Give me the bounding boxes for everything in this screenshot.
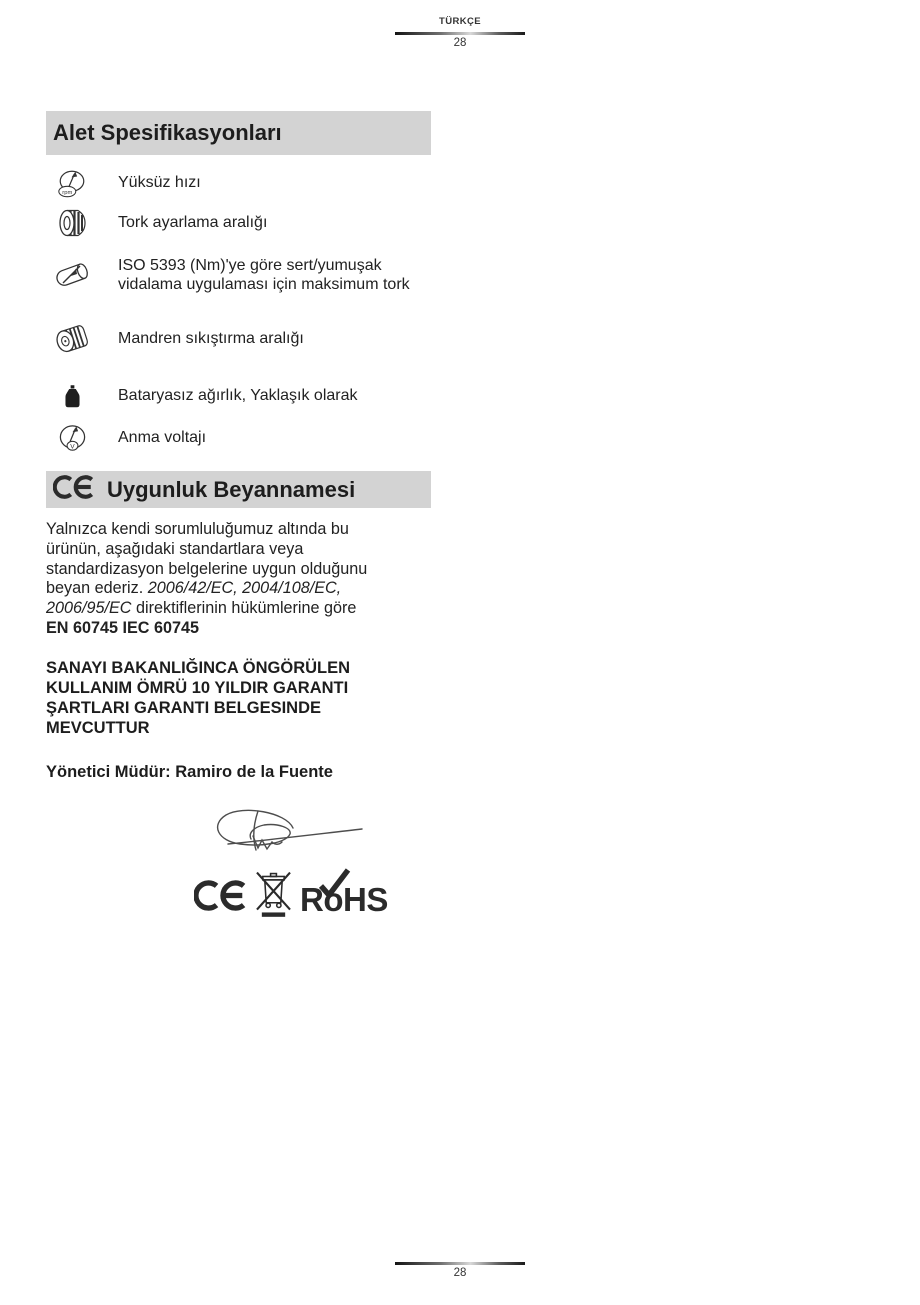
header-rule: [395, 32, 525, 35]
spec-row-rated-voltage: [46, 420, 206, 456]
rohs-letter-r: R: [300, 881, 324, 918]
max-torque-screw-icon: [46, 259, 98, 291]
rohs-mark: [300, 881, 388, 919]
warranty-line: ŞARTLARI GARANTI BELGESINDE: [46, 699, 322, 717]
managing-director-line: Yönetici Müdür: Ramiro de la Fuente: [46, 763, 333, 781]
header-page-number: 28: [453, 37, 467, 49]
spec-label: Mandren sıkıştırma aralığı: [118, 330, 304, 347]
warranty-line: MEVCUTTUR: [46, 719, 150, 737]
spec-label: Bataryasız ağırlık, Yaklaşık olarak: [118, 387, 358, 404]
spec-row-max-torque: [46, 252, 410, 298]
weee-crossed-out-bin-icon: [256, 867, 291, 924]
section-declaration-title-bar: [46, 471, 431, 508]
chuck-capacity-icon: [46, 320, 98, 358]
section-declaration-title: Uygunluk Beyannamesi: [107, 476, 356, 502]
footer-rule: [395, 1262, 525, 1265]
spec-label: ISO 5393 (Nm)'ye göre sert/yumuşak vidalama uygulaması için maksimum tork: [118, 256, 410, 293]
declaration-line: standardizasyon belgelerine uygun olduğunu: [46, 559, 368, 578]
spec-row-torque-range: [46, 203, 267, 243]
warranty-notice: [46, 658, 350, 738]
svg-text:V: V: [69, 443, 75, 451]
declaration-body: [46, 520, 367, 639]
declaration-line: 2006/95/EC direktiflerinin hükümlerine göre: [46, 599, 357, 618]
declaration-line: ürünün, aşağıdaki standartlara veya: [46, 539, 304, 558]
section-specs-title-bar: [46, 111, 431, 155]
warranty-line: SANAYI BAKANLIĞINCA ÖNGÖRÜLEN: [46, 659, 351, 677]
ce-mark-icon: [194, 876, 250, 920]
ce-mark-icon: [53, 475, 97, 504]
header-language-label: TÜRKÇE: [439, 16, 481, 27]
voltage-gauge-icon: [46, 423, 98, 453]
section-specs-title: Alet Spesifikasyonları: [53, 120, 282, 145]
no-load-speed-rpm-gauge-icon: [46, 168, 98, 199]
spec-row-no-load-speed: [46, 166, 201, 200]
spec-label: Tork ayarlama aralığı: [118, 214, 268, 231]
footer-page-number: 28: [453, 1267, 467, 1279]
spec-row-chuck-capacity: [46, 315, 304, 363]
declaration-line: Yalnızca kendi sorumluluğumuz altında bu: [46, 520, 349, 538]
declaration-standards-line: EN 60745 IEC 60745: [46, 618, 199, 637]
weight-icon: [46, 385, 98, 408]
svg-text:rpm: rpm: [62, 189, 73, 196]
warranty-line: KULLANIM ÖMRÜ 10 YILDIR GARANTI: [46, 679, 349, 697]
declaration-line: beyan ederiz. 2006/42/EC, 2004/108/EC,: [46, 579, 342, 598]
spec-label: Yüksüz hızı: [118, 174, 201, 191]
rohs-letter-o: o: [323, 881, 344, 918]
spec-row-weight: [46, 381, 358, 411]
torque-adjustment-collar-icon: [46, 206, 98, 240]
rohs-checkmark-icon: [319, 868, 351, 908]
signature-image: [198, 803, 370, 870]
rohs-letters-hs: HS: [343, 881, 388, 918]
spec-label: Anma voltajı: [118, 429, 207, 446]
